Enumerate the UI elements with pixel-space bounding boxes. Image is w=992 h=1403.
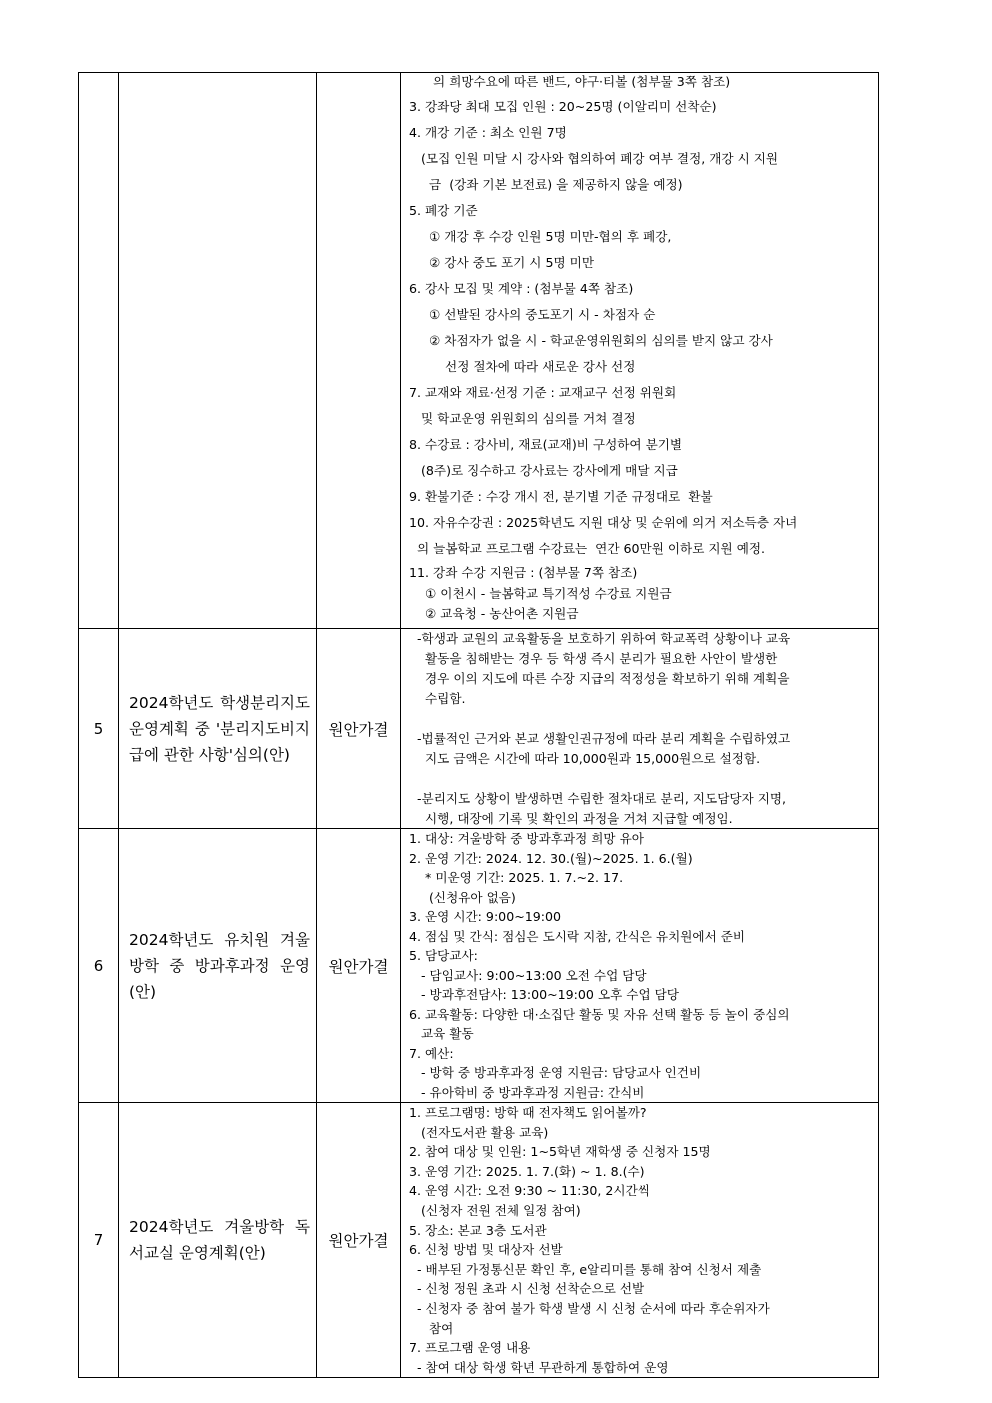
agenda-title: 2024학년도 학생분리지도운영계획 중 '분리지도비지급에 관한 사항'심의(안) bbox=[119, 629, 317, 829]
content-line: - 유아학비 중 방과후과정 지원금: 간식비 bbox=[409, 1084, 645, 1100]
row-number: 5 bbox=[79, 629, 119, 829]
content-line: 금 (강좌 기본 보전료) 을 제공하지 않을 예정) bbox=[409, 177, 683, 192]
content-line: 8. 수강료 : 강사비, 재료(교재)비 구성하여 분기별 bbox=[409, 437, 683, 452]
content-line: 7. 예산: bbox=[409, 1045, 454, 1061]
content-line: 의 늘봄학교 프로그램 수강료는 연간 60만원 이하로 지원 예정. bbox=[409, 541, 766, 556]
minutes-table bbox=[78, 72, 879, 1378]
content-line: 지도 금액은 시간에 따라 10,000원과 15,000원으로 설정함. bbox=[409, 751, 761, 766]
content-line: 경우 이의 지도에 따른 수장 지급의 적정성을 확보하기 위해 계획을 bbox=[409, 671, 790, 686]
content-line: ① 선발된 강사의 중도포기 시 - 차점자 순 bbox=[409, 307, 656, 322]
agenda-title bbox=[119, 73, 317, 629]
content-line: 5. 장소: 본교 3층 도서관 bbox=[409, 1222, 547, 1238]
agenda-content bbox=[401, 829, 879, 1103]
content-line: 9. 환불기준 : 수강 개시 전, 분기별 기준 규정대로 환불 bbox=[409, 489, 713, 504]
content-line: 3. 운영 시간: 9:00~19:00 bbox=[409, 909, 562, 924]
content-line: 5. 담당교사: bbox=[409, 948, 478, 963]
content-line: (8주)로 징수하고 강사료는 강사에게 매달 지급 bbox=[409, 463, 678, 478]
content-line: 수립함. bbox=[409, 691, 466, 706]
content-line: 선정 절차에 따라 새로운 강사 선정 bbox=[409, 359, 636, 374]
content-line: 1. 프로그램명: 방학 때 전자책도 읽어볼까? bbox=[409, 1105, 647, 1120]
content-line: - 담임교사: 9:00~13:00 오전 수업 담당 bbox=[409, 967, 647, 983]
table-row bbox=[79, 73, 879, 629]
content-line: 3. 강좌당 최대 모집 인원 : 20~25명 (이알리미 선착순) bbox=[409, 99, 717, 114]
content-line bbox=[401, 769, 878, 789]
content-line: ② 교육청 - 농산어촌 지원금 bbox=[409, 606, 579, 621]
content-line: 4. 개강 기준 : 최소 인원 7명 bbox=[409, 125, 567, 140]
row-number bbox=[79, 73, 119, 629]
content-line: 7. 프로그램 운영 내용 bbox=[409, 1340, 531, 1356]
content-line bbox=[401, 709, 878, 729]
content-line: -법률적인 근거와 본교 생활인권규정에 따라 분리 계획을 수립하였고 bbox=[409, 731, 791, 746]
content-line: 10. 자유수강권 : 2025학년도 지원 대상 및 순위에 의거 저소득층 자녀 bbox=[409, 515, 798, 530]
content-line: 2. 참여 대상 및 인원: 1~5학년 재학생 중 신청자 15명 bbox=[409, 1144, 711, 1160]
content-line: -학생과 교원의 교육활동을 보호하기 위하여 학교폭력 상황이나 교육 bbox=[409, 631, 791, 646]
content-line: 시행, 대장에 기록 및 확인의 과정을 거쳐 지급할 예정임. bbox=[409, 811, 733, 826]
content-line: (신청유아 없음) bbox=[409, 889, 516, 905]
content-line: - 방학 중 방과후과정 운영 지원금: 담당교사 인건비 bbox=[409, 1065, 702, 1080]
content-line: - 신청 정원 초과 시 신청 선착순으로 선발 bbox=[409, 1281, 645, 1297]
decision-result: 원안가결 bbox=[317, 829, 401, 1103]
row-number: 7 bbox=[79, 1103, 119, 1378]
content-line: 6. 교육활동: 다양한 대·소집단 활동 및 자유 선택 활동 등 놀이 중심의 bbox=[409, 1006, 790, 1022]
content-line: 5. 폐강 기준 bbox=[409, 203, 478, 218]
decision-result: 원안가결 bbox=[317, 1103, 401, 1378]
content-line: (모집 인원 미달 시 강사와 협의하여 폐강 여부 결정, 개강 시 지원 bbox=[409, 151, 779, 166]
content-line: 2. 운영 기간: 2024. 12. 30.(월)~2025. 1. 6.(월) bbox=[409, 850, 693, 866]
content-line: 4. 점심 및 간식: 점심은 도시락 지참, 간식은 유치원에서 준비 bbox=[409, 928, 746, 944]
content-line: 1. 대상: 겨울방학 중 방과후과정 희망 유아 bbox=[409, 831, 644, 846]
content-line: - 배부된 가정통신문 확인 후, e알리미를 통해 참여 신청서 제출 bbox=[409, 1261, 762, 1277]
content-line: ② 차점자가 없을 시 - 학교운영위원회의 심의를 받지 않고 강사 bbox=[409, 333, 773, 348]
content-line: 7. 교재와 재료·선정 기준 : 교재교구 선정 위원회 bbox=[409, 385, 677, 400]
content-line: 4. 운영 시간: 오전 9:30 ~ 11:30, 2시간씩 bbox=[409, 1183, 650, 1199]
table-row bbox=[79, 629, 879, 829]
content-line: ① 이천시 - 늘봄학교 특기적성 수강료 지원금 bbox=[409, 586, 672, 601]
table-row bbox=[79, 1103, 879, 1378]
content-line: 의 희망수요에 따른 밴드, 야구·티볼 (첨부물 3쪽 참조) bbox=[409, 74, 731, 89]
content-line: 11. 강좌 수강 지원금 : (첨부물 7쪽 참조) bbox=[409, 565, 638, 580]
agenda-content bbox=[401, 1103, 879, 1378]
content-line: 활동을 침해받는 경우 등 학생 즉시 분리가 필요한 사안이 발생한 bbox=[409, 651, 778, 666]
content-line: 참여 bbox=[409, 1320, 454, 1336]
content-line: 6. 강사 모집 및 계약 : (첨부물 4쪽 참조) bbox=[409, 281, 634, 296]
content-line: (전자도서관 활용 교육) bbox=[409, 1124, 549, 1140]
agenda-content bbox=[401, 73, 879, 629]
content-line: ① 개강 후 수강 인원 5명 미만-협의 후 폐강, bbox=[409, 229, 672, 244]
content-line: - 참여 대상 학생 학년 무관하게 통합하여 운영 bbox=[409, 1359, 669, 1375]
decision-result bbox=[317, 73, 401, 629]
content-line: 교육 활동 bbox=[409, 1026, 474, 1041]
agenda-title: 2024학년도 유치원 겨울방학 중 방과후과정 운영(안) bbox=[119, 829, 317, 1103]
content-line: ② 강사 중도 포기 시 5명 미만 bbox=[409, 255, 594, 270]
content-line: * 미운영 기간: 2025. 1. 7.~2. 17. bbox=[409, 870, 624, 885]
content-line: -분리지도 상황이 발생하면 수립한 절차대로 분리, 지도담당자 지명, bbox=[409, 791, 787, 806]
content-line: - 신청자 중 참여 불가 학생 발생 시 신청 순서에 따라 후순위자가 bbox=[409, 1300, 770, 1316]
table-row bbox=[79, 829, 879, 1103]
content-line: 3. 운영 기간: 2025. 1. 7.(화) ~ 1. 8.(수) bbox=[409, 1163, 645, 1179]
agenda-content bbox=[401, 629, 879, 829]
content-line: (신청자 전원 전체 일정 참여) bbox=[409, 1202, 581, 1218]
agenda-title: 2024학년도 겨울방학 독서교실 운영계획(안) bbox=[119, 1103, 317, 1378]
content-line: - 방과후전담사: 13:00~19:00 오후 수업 담당 bbox=[409, 987, 679, 1002]
row-number: 6 bbox=[79, 829, 119, 1103]
decision-result: 원안가결 bbox=[317, 629, 401, 829]
content-line: 6. 신청 방법 및 대상자 선발 bbox=[409, 1242, 563, 1258]
content-line: 및 학교운영 위원회의 심의를 거쳐 결정 bbox=[409, 411, 636, 426]
